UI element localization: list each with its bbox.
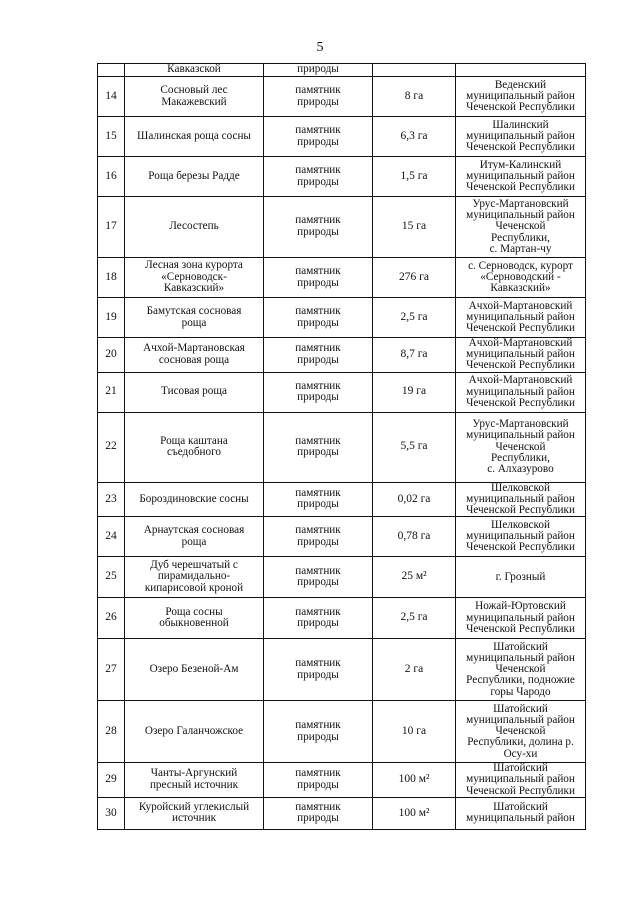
table-row bbox=[98, 77, 586, 117]
monument-location: Ачхой-Мартановский муниципальный район Чеченской Республики bbox=[456, 298, 586, 338]
row-number: 15 bbox=[98, 117, 125, 157]
monument-category: памятник природы bbox=[264, 77, 373, 117]
monument-name: Роща сосны обыкновенной bbox=[125, 598, 264, 639]
table-row bbox=[98, 298, 586, 338]
row-number bbox=[98, 64, 125, 77]
monument-area: 25 м² bbox=[373, 557, 456, 598]
monument-area: 5,5 га bbox=[373, 412, 456, 482]
monument-name: Роща березы Радде bbox=[125, 157, 264, 197]
monument-location: Шатойский муниципальный район Чеченской Республики, долина р. Осу-хи bbox=[456, 701, 586, 763]
monument-location: Шелковской муниципальный район Чеченской Республики bbox=[456, 482, 586, 517]
table-row bbox=[98, 763, 586, 798]
monument-category: памятник природы bbox=[264, 338, 373, 373]
row-number: 28 bbox=[98, 701, 125, 763]
table-row bbox=[98, 372, 586, 412]
row-number: 19 bbox=[98, 298, 125, 338]
monument-category: памятник природы bbox=[264, 372, 373, 412]
row-number: 14 bbox=[98, 77, 125, 117]
monument-area: 8 га bbox=[373, 77, 456, 117]
monument-location: г. Грозный bbox=[456, 557, 586, 598]
row-number: 20 bbox=[98, 338, 125, 373]
monument-category: памятник природы bbox=[264, 482, 373, 517]
table-row bbox=[98, 157, 586, 197]
monument-area: 100 м² bbox=[373, 797, 456, 829]
monument-location: Ножай-Юртовский муниципальный район Чеченской Республики bbox=[456, 598, 586, 639]
row-number: 22 bbox=[98, 412, 125, 482]
row-number: 27 bbox=[98, 639, 125, 701]
table-row bbox=[98, 639, 586, 701]
monument-location: Шатойский муниципальный район Чеченской Республики, подножие горы Чародо bbox=[456, 639, 586, 701]
monument-category: памятник природы bbox=[264, 639, 373, 701]
row-number: 18 bbox=[98, 258, 125, 298]
row-number: 21 bbox=[98, 372, 125, 412]
table-row bbox=[98, 197, 586, 258]
table-row bbox=[98, 412, 586, 482]
monument-name: Озеро Галанчожское bbox=[125, 701, 264, 763]
monument-category: памятник природы bbox=[264, 598, 373, 639]
monument-name: Арнаутская сосновая роща bbox=[125, 517, 264, 557]
monument-location: Шелковской муниципальный район Чеченской Республики bbox=[456, 517, 586, 557]
monument-area bbox=[373, 64, 456, 77]
page-number: 5 bbox=[316, 40, 324, 55]
monument-location: Урус-Мартановский муниципальный район Чеченской Республики, с. Алхазурово bbox=[456, 412, 586, 482]
monument-name: Ачхой-Мартановская сосновая роща bbox=[125, 338, 264, 373]
row-number: 16 bbox=[98, 157, 125, 197]
monument-category: памятник природы bbox=[264, 157, 373, 197]
monument-name: Бороздиновские сосны bbox=[125, 482, 264, 517]
table-row bbox=[98, 598, 586, 639]
row-number: 17 bbox=[98, 197, 125, 258]
monument-category: памятник природы bbox=[264, 557, 373, 598]
monument-area: 15 га bbox=[373, 197, 456, 258]
monument-category: памятник природы bbox=[264, 517, 373, 557]
monument-name: Куройский углекислый источник bbox=[125, 797, 264, 829]
monument-name: Тисовая роща bbox=[125, 372, 264, 412]
monument-area: 8,7 га bbox=[373, 338, 456, 373]
monument-area: 0,78 га bbox=[373, 517, 456, 557]
monument-category: памятник природы bbox=[264, 197, 373, 258]
monument-location: Ачхой-Мартановский муниципальный район Чеченской Республики bbox=[456, 338, 586, 373]
monument-location bbox=[456, 64, 586, 77]
monument-name: Лесная зона курорта «Серноводск- Кавказский» bbox=[125, 258, 264, 298]
monument-category: памятник природы bbox=[264, 412, 373, 482]
monument-location: Урус-Мартановский муниципальный район Чеченской Республики, с. Мартан-чу bbox=[456, 197, 586, 258]
monument-location: Шалинский муниципальный район Чеченской Республики bbox=[456, 117, 586, 157]
monument-category: памятник природы bbox=[264, 117, 373, 157]
monument-location: Ачхой-Мартановский муниципальный район Чеченской Республики bbox=[456, 372, 586, 412]
monument-area: 276 га bbox=[373, 258, 456, 298]
monument-category: памятник природы bbox=[264, 298, 373, 338]
monument-area: 6,3 га bbox=[373, 117, 456, 157]
table-row bbox=[98, 64, 586, 77]
table-row bbox=[98, 557, 586, 598]
monument-area: 2,5 га bbox=[373, 298, 456, 338]
monument-category: памятник природы bbox=[264, 763, 373, 798]
monument-area: 1,5 га bbox=[373, 157, 456, 197]
monument-name: Чанты-Аргунский пресный источник bbox=[125, 763, 264, 798]
monument-category: природы bbox=[264, 64, 373, 77]
monument-area: 10 га bbox=[373, 701, 456, 763]
row-number: 23 bbox=[98, 482, 125, 517]
monument-location: Шатойский муниципальный район Чеченской Республики bbox=[456, 763, 586, 798]
row-number: 24 bbox=[98, 517, 125, 557]
monument-area: 19 га bbox=[373, 372, 456, 412]
monument-name: Кавказской bbox=[125, 64, 264, 77]
natural-monuments-table bbox=[97, 63, 586, 830]
monument-name: Дуб черешчатый с пирамидально- кипарисовой кроной bbox=[125, 557, 264, 598]
table-row bbox=[98, 701, 586, 763]
row-number: 30 bbox=[98, 797, 125, 829]
monument-name: Озеро Безеной-Ам bbox=[125, 639, 264, 701]
table-row bbox=[98, 517, 586, 557]
row-number: 25 bbox=[98, 557, 125, 598]
table-row bbox=[98, 482, 586, 517]
monument-name: Роща каштана съедобного bbox=[125, 412, 264, 482]
row-number: 26 bbox=[98, 598, 125, 639]
table-row bbox=[98, 117, 586, 157]
monument-name: Шалинская роща сосны bbox=[125, 117, 264, 157]
monument-category: памятник природы bbox=[264, 258, 373, 298]
table-row bbox=[98, 258, 586, 298]
monument-category: памятник природы bbox=[264, 701, 373, 763]
monument-location: с. Серноводск, курорт «Серноводский - Кавказский» bbox=[456, 258, 586, 298]
monument-name: Сосновый лес Макажевский bbox=[125, 77, 264, 117]
monument-category: памятник природы bbox=[264, 797, 373, 829]
table-row bbox=[98, 338, 586, 373]
monument-location: Шатойский муниципальный район bbox=[456, 797, 586, 829]
monument-area: 2,5 га bbox=[373, 598, 456, 639]
monument-area: 100 м² bbox=[373, 763, 456, 798]
row-number: 29 bbox=[98, 763, 125, 798]
monument-name: Бамутская сосновая роща bbox=[125, 298, 264, 338]
table-row bbox=[98, 797, 586, 829]
monument-area: 0,02 га bbox=[373, 482, 456, 517]
monument-name: Лесостепь bbox=[125, 197, 264, 258]
monument-location: Итум-Калинский муниципальный район Чеченской Республики bbox=[456, 157, 586, 197]
monument-area: 2 га bbox=[373, 639, 456, 701]
monument-location: Веденский муниципальный район Чеченской Республики bbox=[456, 77, 586, 117]
